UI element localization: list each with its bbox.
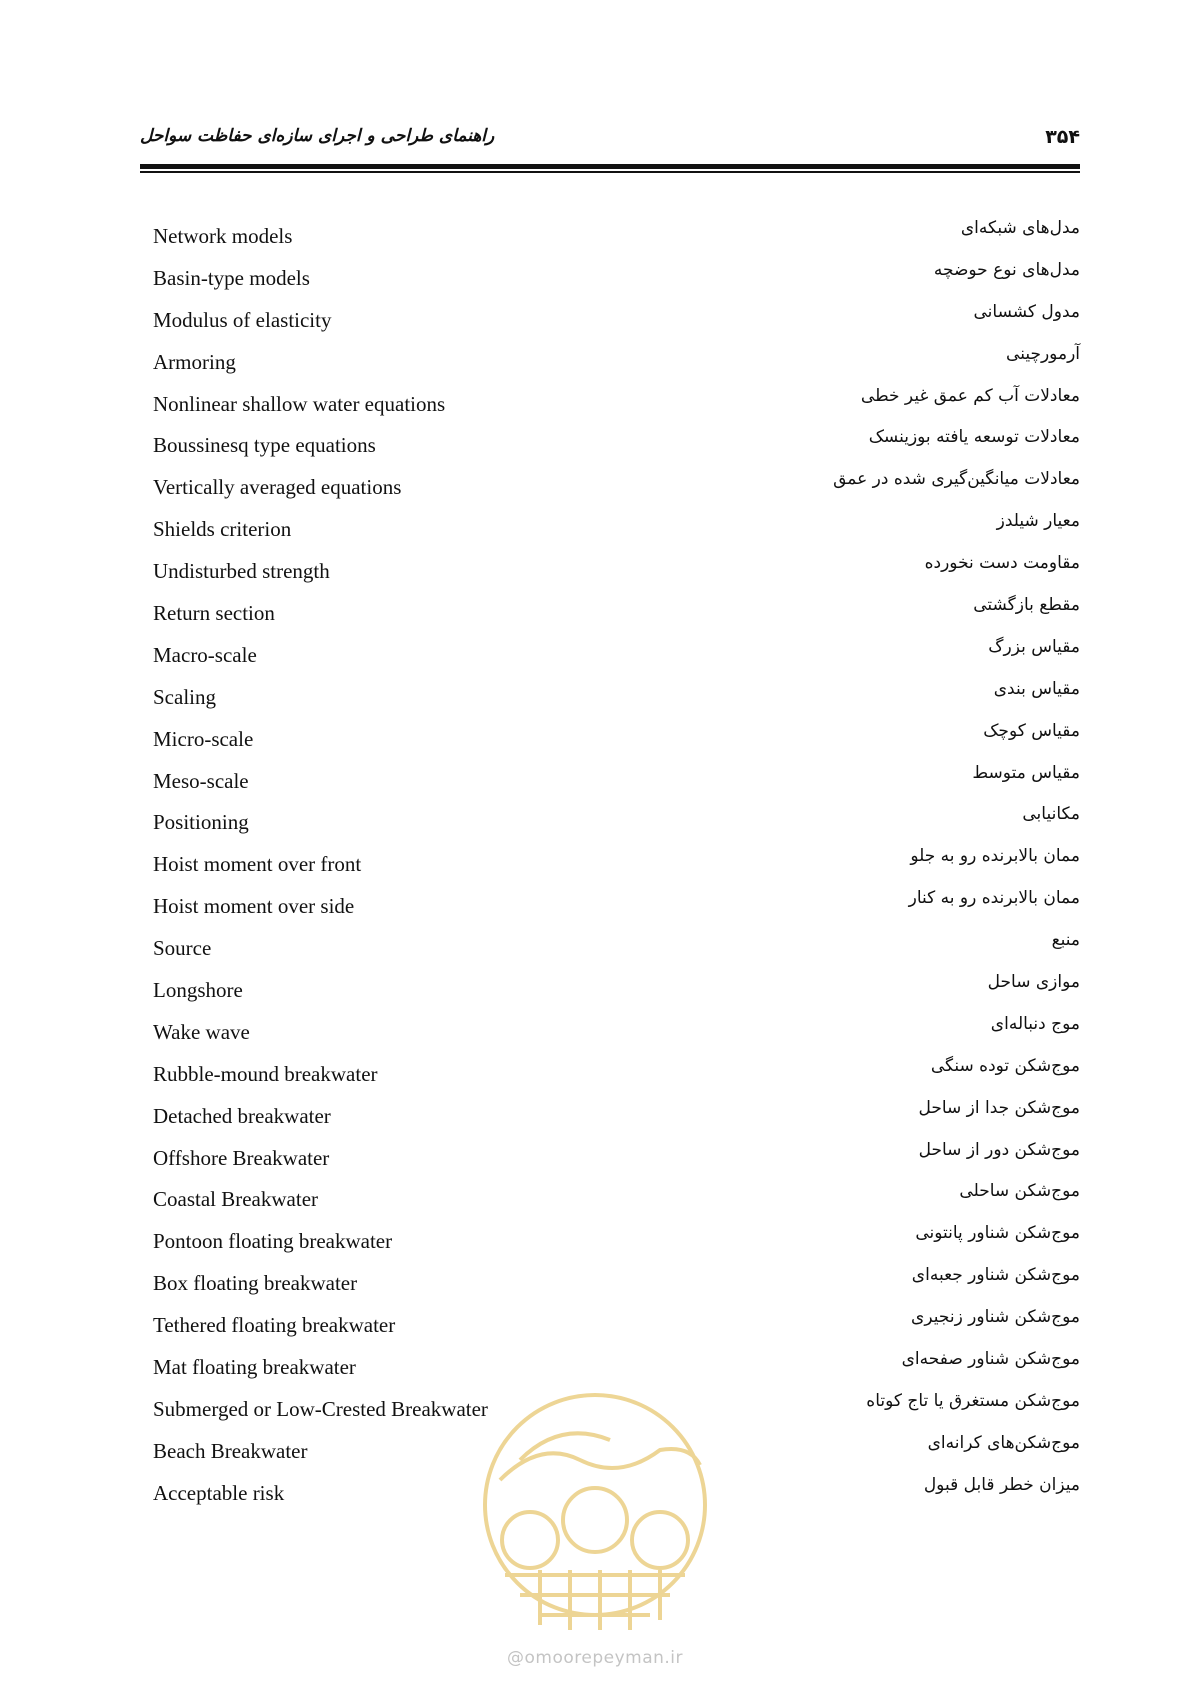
glossary-term-persian: ممان بالابرنده رو به کنار: [908, 888, 1080, 909]
glossary-term-persian: موج‌شکن شناور صفحه‌ای: [901, 1349, 1080, 1370]
glossary-row: [153, 846, 1080, 888]
glossary-term-persian: موج‌شکن دور از ساحل: [918, 1139, 1080, 1160]
glossary-term-english: Shields criterion: [153, 517, 292, 542]
glossary-term-persian: مقیاس متوسط: [972, 762, 1080, 783]
glossary-term-persian: مدل‌های شبکه‌ای: [960, 218, 1080, 238]
glossary-row: [153, 930, 1080, 972]
glossary-term-persian: منبع: [1051, 930, 1080, 951]
glossary-term-english: Micro-scale: [153, 726, 254, 751]
glossary-term-english: Meso-scale: [153, 768, 249, 793]
glossary-row: [153, 637, 1080, 679]
glossary-row: [153, 302, 1080, 344]
glossary-term-persian: مقیاس بندی: [993, 678, 1080, 699]
glossary-term-persian: میزان خطر قابل قبول: [923, 1474, 1080, 1495]
glossary-row: [153, 218, 1080, 260]
glossary-row: [153, 260, 1080, 302]
glossary-term-persian: معادلات میانگین‌گیری شده در عمق: [833, 469, 1080, 490]
glossary-term-english: Offshore Breakwater: [153, 1145, 330, 1170]
glossary-term-persian: موج‌شکن مستغرق یا تاج کوتاه: [866, 1390, 1080, 1411]
glossary-term-english: Pontoon floating breakwater: [153, 1229, 393, 1254]
glossary-row: [153, 1391, 1080, 1433]
glossary-term-persian: موج دنباله‌ای: [990, 1013, 1080, 1034]
glossary-row: [153, 1098, 1080, 1140]
glossary-term-persian: موج‌شکن جدا از ساحل: [918, 1097, 1080, 1118]
glossary-term-english: Mat floating breakwater: [153, 1355, 356, 1380]
glossary-term-persian: موج‌شکن شناور زنجیری: [911, 1307, 1080, 1328]
glossary-term-english: Tethered floating breakwater: [153, 1313, 396, 1338]
glossary-term-english: Coastal Breakwater: [153, 1187, 319, 1212]
glossary-term-english: Box floating breakwater: [153, 1271, 358, 1296]
watermark-text: @omoorepeyman.ir: [506, 1648, 684, 1668]
glossary-row: [153, 763, 1080, 805]
glossary-term-persian: معادلات توسعه یافته بوزینسک: [868, 427, 1080, 448]
glossary-row: [153, 1181, 1080, 1223]
glossary-term-english: Rubble-mound breakwater: [153, 1061, 378, 1086]
book-title: راهنمای طراحی و اجرای سازه‌ای حفاظت سواحل: [140, 126, 495, 146]
glossary-row: [153, 679, 1080, 721]
glossary-term-english: Wake wave: [153, 1019, 250, 1044]
glossary-term-english: Undisturbed strength: [153, 559, 330, 584]
glossary-term-english: Positioning: [153, 810, 249, 835]
glossary-term-persian: موج‌شکن توده سنگی: [930, 1055, 1080, 1076]
glossary-term-english: Acceptable risk: [153, 1480, 285, 1505]
glossary-row: [153, 1475, 1080, 1517]
glossary-row: [153, 1223, 1080, 1265]
glossary-term-english: Hoist moment over side: [153, 894, 355, 919]
glossary-row: [153, 888, 1080, 930]
glossary-term-persian: مدل‌های نوع حوضچه: [933, 259, 1080, 280]
glossary-row: [153, 1265, 1080, 1307]
glossary-term-persian: ممان بالابرنده رو به جلو: [910, 846, 1080, 867]
glossary-term-persian: موج‌شکن ساحلی: [959, 1181, 1080, 1202]
glossary-term-english: Macro-scale: [153, 642, 257, 667]
glossary-term-english: Nonlinear shallow water equations: [153, 391, 446, 416]
glossary-term-persian: موج‌شکن شناور پانتونی: [915, 1223, 1080, 1244]
glossary-term-persian: معادلات آب کم عمق غیر خطی: [860, 385, 1080, 406]
glossary-term-persian: مقطع بازگشتی: [973, 595, 1080, 616]
glossary-row: [153, 595, 1080, 637]
header-rule-thick: [140, 164, 1080, 169]
glossary-term-persian: موج‌شکن‌های کرانه‌ای: [927, 1432, 1080, 1453]
glossary-row: [153, 1433, 1080, 1475]
glossary-term-english: Submerged or Low-Crested Breakwater: [153, 1396, 488, 1421]
page-number: ۳۵۴: [1045, 126, 1080, 148]
glossary-term-persian: موج‌شکن شناور جعبه‌ای: [911, 1265, 1080, 1286]
glossary-term-persian: موازی ساحل: [987, 972, 1080, 993]
glossary-term-persian: مقیاس بزرگ: [988, 636, 1080, 657]
glossary-term-english: Network models: [153, 224, 293, 248]
glossary-row: [153, 469, 1080, 511]
header-rule-thin: [140, 171, 1080, 173]
glossary-row: [153, 511, 1080, 553]
glossary-row: [153, 1307, 1080, 1349]
glossary-term-english: Longshore: [153, 978, 243, 1003]
glossary-term-english: Return section: [153, 601, 275, 626]
glossary-term-english: Vertically averaged equations: [153, 475, 402, 500]
glossary-term-english: Armoring: [153, 349, 236, 374]
glossary-row: [153, 1014, 1080, 1056]
glossary-term-english: Scaling: [153, 684, 216, 709]
glossary-term-english: Hoist moment over front: [153, 852, 362, 877]
page-header: [140, 126, 1080, 166]
glossary-row: [153, 386, 1080, 428]
glossary-term-english: Beach Breakwater: [153, 1438, 308, 1463]
glossary-row: [153, 427, 1080, 469]
glossary-term-english: Detached breakwater: [153, 1103, 331, 1128]
glossary-row: [153, 972, 1080, 1014]
glossary-row: [153, 553, 1080, 595]
glossary-list: [153, 218, 1080, 1517]
glossary-term-english: Boussinesq type equations: [153, 433, 376, 458]
glossary-term-english: Source: [153, 936, 212, 961]
glossary-term-persian: مقاومت دست نخورده: [924, 553, 1080, 574]
glossary-term-persian: مقیاس کوچک: [983, 720, 1080, 741]
glossary-row: [153, 721, 1080, 763]
glossary-row: [153, 1056, 1080, 1098]
glossary-term-persian: آرمورچینی: [1006, 343, 1080, 364]
glossary-row: [153, 1140, 1080, 1182]
glossary-row: [153, 1349, 1080, 1391]
glossary-term-persian: مکانیابی: [1022, 804, 1080, 825]
glossary-term-english: Modulus of elasticity: [153, 307, 332, 332]
glossary-row: [153, 804, 1080, 846]
glossary-term-english: Basin-type models: [153, 265, 310, 290]
glossary-term-persian: معیار شیلدز: [996, 511, 1080, 532]
glossary-term-persian: مدول کشسانی: [973, 301, 1080, 322]
glossary-row: [153, 344, 1080, 386]
